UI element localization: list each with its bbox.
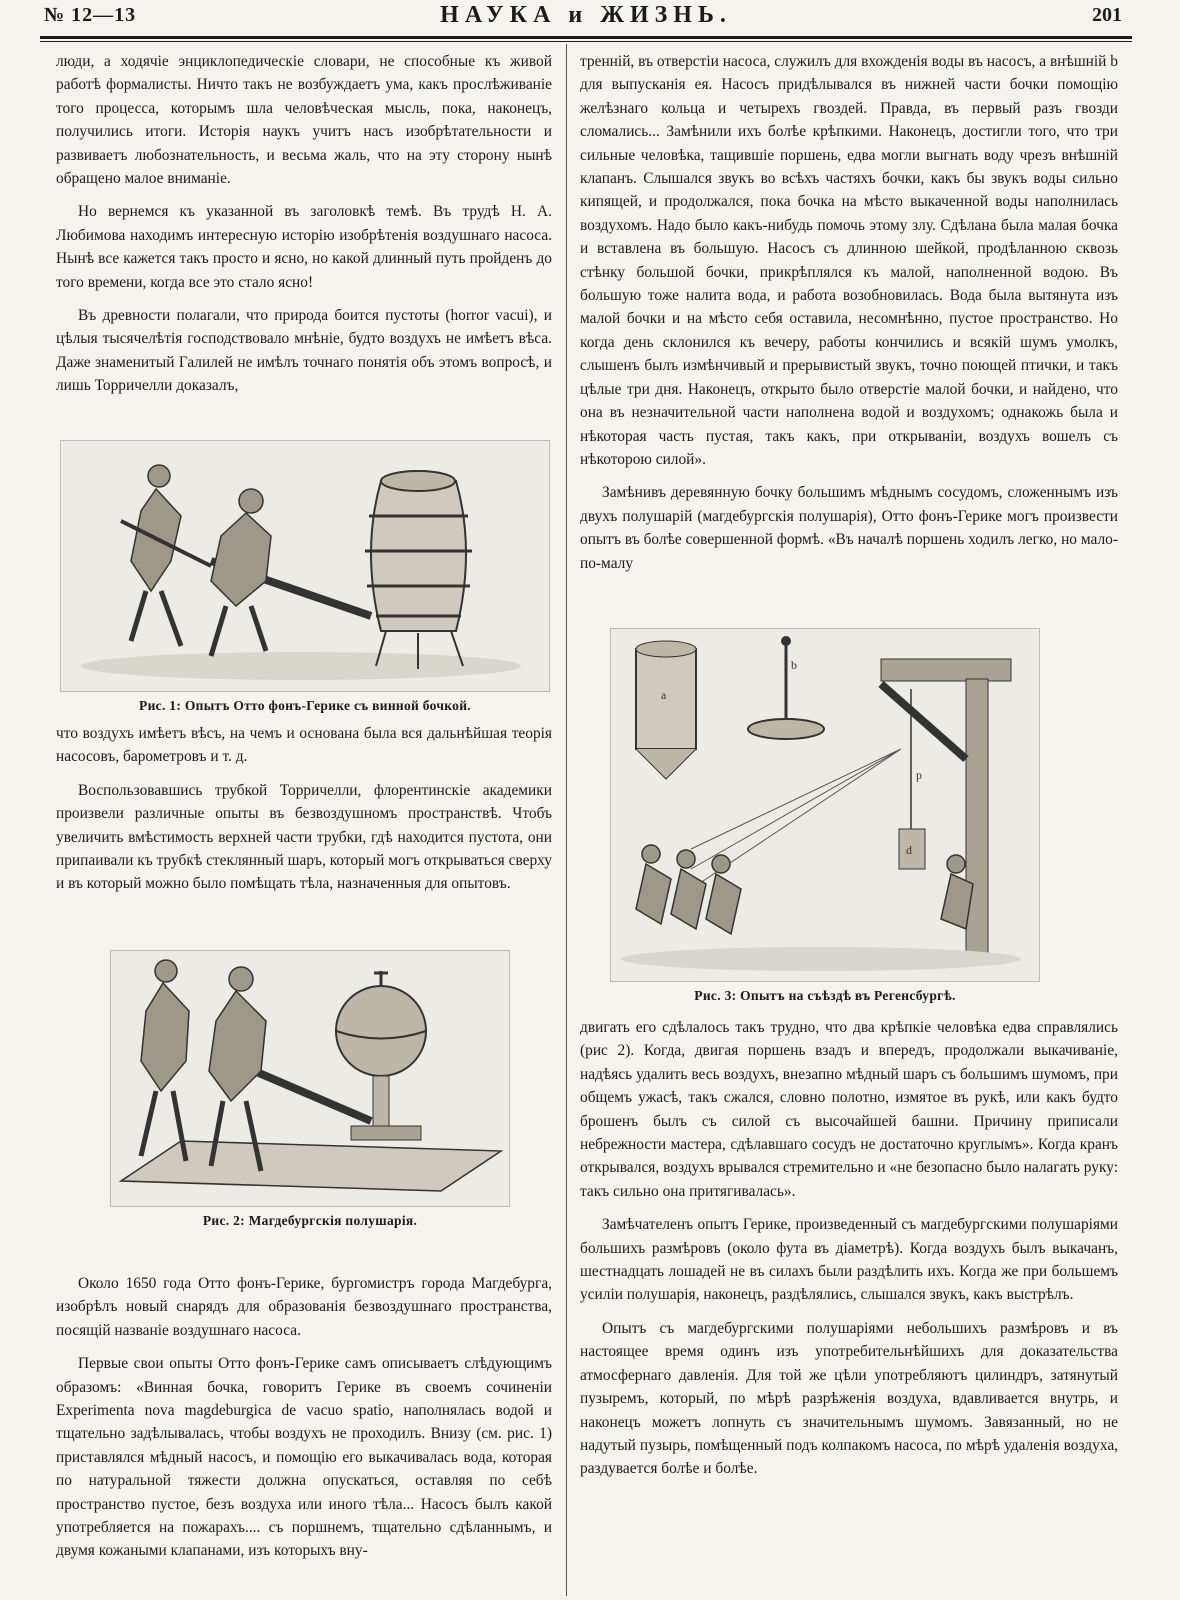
right-column-block-1	[580, 50, 1118, 585]
column-divider	[566, 44, 567, 1596]
paragraph: Въ древности полагали, что природа боится пустоты (horror vacui), и цѣлыя тысячелѣтія господствовало мнѣніе, будто воздухъ не имѣетъ вѣса. Даже знаменитый Галилей не имѣлъ точнаго понятія объ этомъ вопросѣ, и лишь Торричелли доказалъ,	[56, 307, 552, 395]
figure-3-engraving	[610, 628, 1040, 982]
figure-3	[610, 628, 1040, 1004]
paragraph: что воздухъ имѣетъ вѣсъ, на чемъ и основана была вся дальнѣйшая теорія насосовъ, барометровъ и т. д.	[56, 725, 552, 766]
paragraph: Но вернемся къ указанной въ заголовкѣ темѣ. Въ трудѣ Н. А. Любимова находимъ интересную исторію изобрѣтенія воздушнаго насоса. Нынѣ все кажется такъ просто и ясно, но какой длинный путь пройденъ до того времени, когда все это стало ясно!	[56, 203, 552, 291]
figure-3-caption: Рис. 3: Опытъ на съѣздѣ въ Регенсбургѣ.	[694, 988, 956, 1003]
header-rule-thin	[40, 41, 1132, 42]
cylinder-drawing	[636, 641, 696, 779]
paragraph: тренній, въ отверстіи насоса, служилъ для вхожденія воды въ насосъ, а внѣшній b для выпусканія ея. Насосъ придѣлывался въ нижней части бочки помощію желѣзнаго кольца и четырехъ гвоздей. Правда, въ первый разъ гвозди сломались... Замѣнили ихъ болѣе крѣпкими. Наконецъ, достигли того, что три сильные человѣка, тащившіе поршень, едва могли выгнать воду чрезъ внѣшній клапанъ. Слышался звукъ во всѣхъ частяхъ бочки, какъ бы звукъ воды сильно кипящей, и продолжался, пока бочка на мѣсто выкаченной воды наполнилась воздухомъ. Надо было какъ-нибудь помочь этому злу. Сдѣлана была малая бочка и вставлена въ большую. Насосъ съ длинною шейкой, продѣланною сквозь стѣнку большой бочки, прикрѣплялся къ малой, наполненной водою. Въ большую тоже налита вода, и работа возобновилась. Вода была вытянута изъ малой бочки и на мѣсто себя оставила, несомнѣнно, пустое пространство. Но когда день склонился къ вечеру, работы кончились и всякій шумъ умолкъ, слышенъ былъ измѣнчивый и прерывистый звукъ, точно поющей птички, и такъ цѣлые три дня. Наконецъ, открыто было отверстіе малой бочки, и найдено, что она въ незначительной части наполнена водой и воздухомъ; однакожь была и нѣкоторая часть пустая, такъ какъ, при открываніи, воздухъ вошелъ съ нѣкоторою силой».	[580, 53, 1118, 468]
figure-1-caption: Рис. 1: Опытъ Отто фонъ-Герике съ винной бочкой.	[139, 698, 471, 713]
paragraph: Опытъ съ магдебургскими полушаріями небольшихъ размѣровъ и въ настоящее время одинъ изъ употребительнѣйшихъ для доказательства атмосфернаго давленія. Для той же цѣли употребляютъ цилиндръ, затянутый пузыремъ, который, по мѣрѣ разрѣженія воздуха, вдавливается внутрь, и наконецъ можетъ лопнуть съ значительнымъ шумомъ. Завязанный, но не надутый пузырь, помѣщенный подъ колпакомъ насоса, по мѣрѣ удаленія воздуха, раздувается болѣе и болѣе.	[580, 1319, 1118, 1478]
paragraph: Воспользовавшись трубкой Торричелли, флорентинскіе академики произвели различные опыты въ безвоздушномъ пространствѣ. Чтобъ увеличить вмѣстимость верхней части трубки, гдѣ находится пустота, они припаивали къ трубкѣ стеклянный шаръ, который могъ открываться сверху и въ который можно было помѣщать тѣла, назначенныя для опытовъ.	[56, 781, 552, 893]
figure-label: d	[906, 843, 912, 857]
regensburg-illustration	[611, 629, 1039, 979]
figure-label: a	[661, 688, 667, 702]
hemispheres-illustration	[111, 951, 509, 1204]
paragraph: двигать его сдѣлалось такъ трудно, что два крѣпкіе человѣка едва справлялись (рис 2). Когда, двигая поршень взадъ и впередъ, продолжали выкачиваніе, надѣясь удалить весь воздухъ, внезапно мѣдный шаръ съ большимъ шумомъ, при общемъ ужасѣ, такъ сжался, словно полотно, измятое въ рукѣ, или какъ будто брошенъ былъ съ силой съ высочайшей башни. Причину приписали небрежности мастера, сдѣлавшаго сосудъ не достаточно круглымъ». Когда кранъ открывался, воздухъ врывался стремительно и «не безопасно было налагать руку: такъ сильно она притягивалась».	[580, 1019, 1118, 1200]
paragraph: Около 1650 года Отто фонъ-Герике, бургомистръ города Магдебурга, изобрѣлъ новый снарядъ для образованія безвоздушнаго пространства, посящій названіе воздушнаго насоса.	[56, 1275, 552, 1339]
barrel-pump-illustration	[61, 441, 549, 689]
header-rule	[40, 36, 1132, 39]
paragraph: люди, а ходячіе энциклопедическіе словари, не способные къ живой работѣ формалисты. Ничто такъ не возбуждаетъ ума, какъ прослѣживаніе того процесса, которымъ шла человѣческая мысль, пока, наконецъ, получились итоги. Исторія наукъ учитъ насъ изобрѣтательности и развиваетъ любознательность, и весьма жаль, что на эту сторону нынѣ обращено малое вниманіе.	[56, 53, 552, 188]
journal-title: НАУКА и ЖИЗНЬ.	[440, 2, 732, 28]
left-column-block-1	[56, 50, 552, 408]
figure-2-caption: Рис. 2: Магдебургскія полушарія.	[202, 1213, 418, 1228]
figure-1	[60, 440, 550, 714]
figure-2-engraving	[110, 950, 510, 1207]
figure-1-engraving	[60, 440, 550, 692]
issue-number: № 12—13	[44, 4, 137, 26]
disc-stand-drawing	[748, 636, 824, 739]
paragraph: Первые свои опыты Отто фонъ-Герике самъ описываетъ слѣдующимъ образомъ: «Винная бочка, говоритъ Герике въ своемъ сочиненіи Experimenta nova magdeburgica de vacuo spatio, наполнялась водой и тщательно задѣлывалась, чтобы воздухъ не проходилъ. Внизу (см. рис. 1) приставлялся мѣдный насосъ, и помощію его выкачивалась вода, которая по натуральной тяжести должна опускаться, оставляя по себѣ пространство пустое, безъ воздуха или иного тѣла... Насосъ былъ какой употребляется на пожарахъ.... съ поршнемъ, тщательно сдѣланнымъ, и двумя кожаными клапанами, изъ которыхъ вну-	[56, 1355, 552, 1560]
barrel-drawing	[365, 471, 472, 669]
figure-label: p	[916, 768, 922, 782]
paragraph: Замѣнивъ деревянную бочку большимъ мѣднымъ сосудомъ, сложеннымъ изъ двухъ полушарій (магдебургскія полушарія), Отто фонъ-Герике могъ произвести опытъ въ болѣе совершенной формѣ. «Въ началѣ поршень ходилъ легко, но мало-по-малу	[580, 484, 1118, 572]
page-number: 201	[1092, 4, 1122, 26]
left-column-block-2	[56, 722, 552, 906]
right-column-block-2	[580, 1016, 1118, 1491]
figure-2	[110, 950, 510, 1229]
figure-label: b	[791, 658, 797, 672]
paragraph: Замѣчателенъ опытъ Герике, произведенный съ магдебургскими полушаріями большихъ размѣровъ (около фута въ діаметрѣ). Когда воздухъ былъ выкачанъ, шестнадцать лошадей не въ силахъ были раздѣлить ихъ. Когда же при большемъ усиліи полушарія, наконецъ, раздѣлялись, слышался звукъ, какъ выстрѣлъ.	[580, 1216, 1118, 1304]
left-column-block-3	[56, 1272, 552, 1573]
